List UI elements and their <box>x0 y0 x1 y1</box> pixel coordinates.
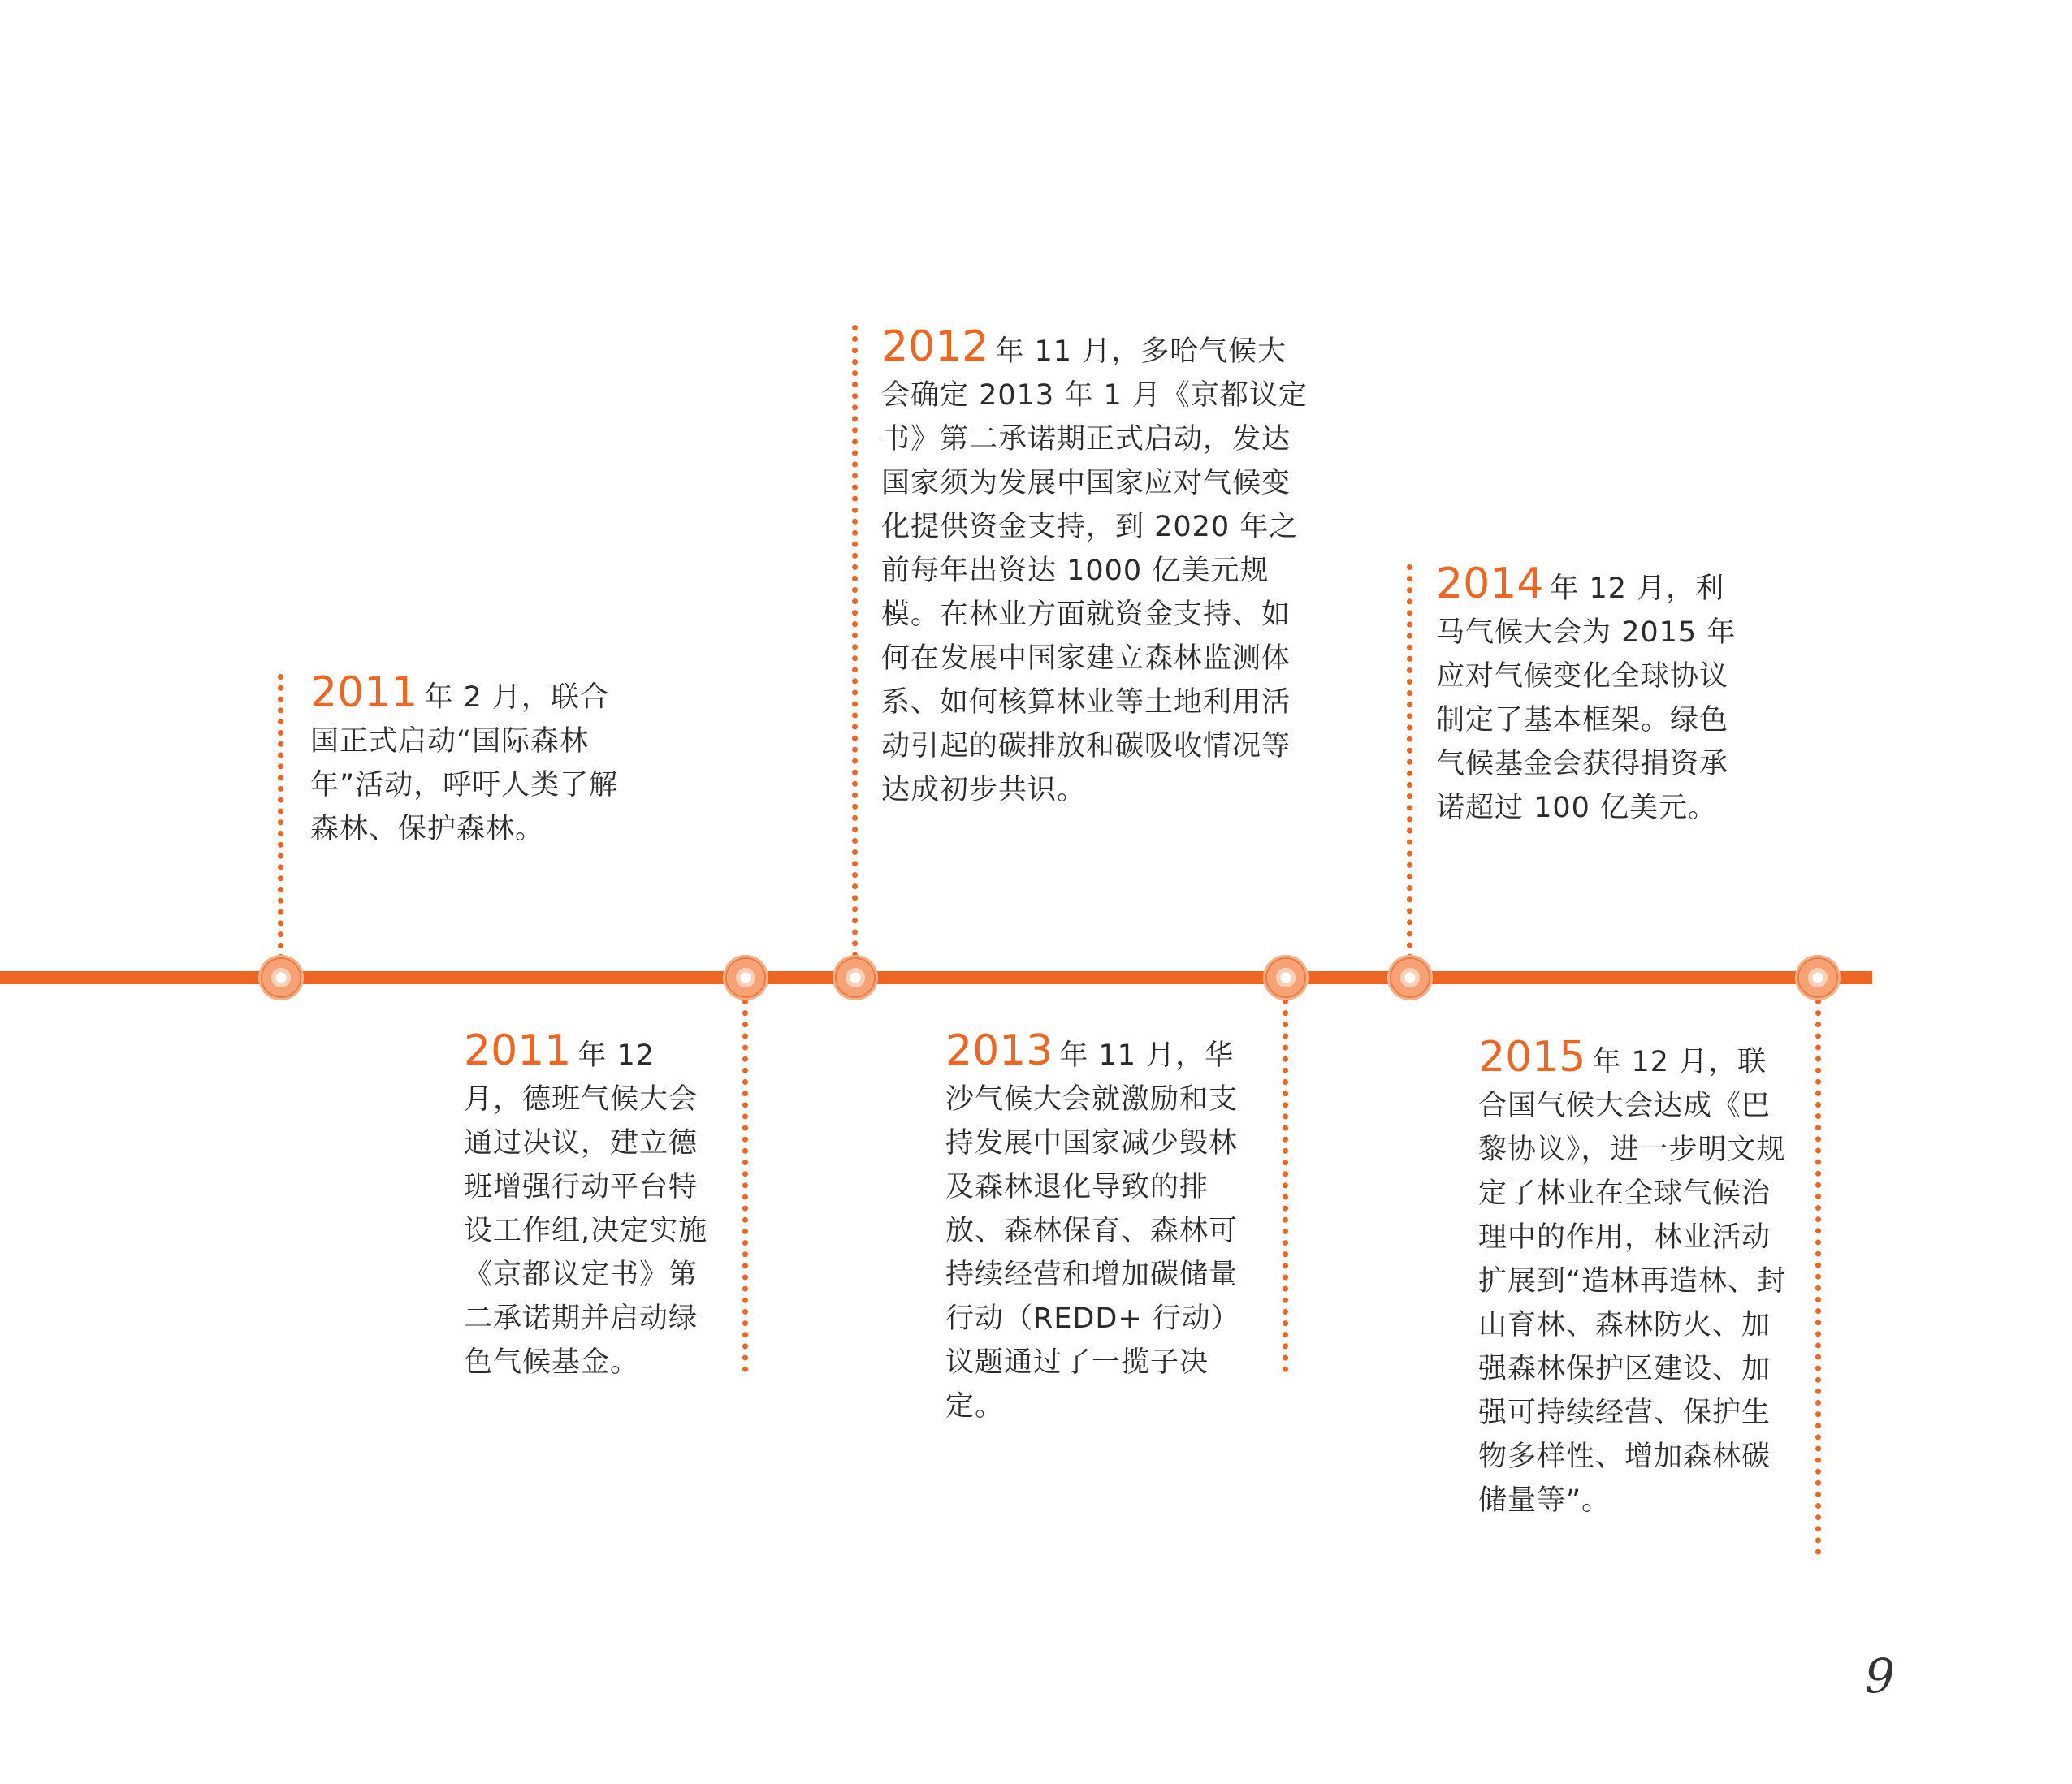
connector-2015 <box>1815 999 1821 1555</box>
timeline-node <box>1387 955 1433 1000</box>
event-2015 <box>1478 1035 1795 1523</box>
event-2012 <box>881 322 1312 812</box>
timeline-node <box>258 955 304 1000</box>
connector-2011-dec <box>742 999 748 1372</box>
event-text: 年 12 月，利马气候大会为 2015 年应对气候变化全球协议制定了基本框架。绿色气候基金会获得捐资承诺超过 100 亿美元。 <box>1436 572 1737 824</box>
event-year: 2012 <box>881 322 989 371</box>
connector-2013 <box>1283 999 1288 1372</box>
timeline-node <box>1263 955 1309 1000</box>
event-year: 2015 <box>1478 1033 1586 1082</box>
timeline-node <box>723 955 768 1000</box>
event-text: 年 12 月，德班气候大会通过决议，建立德班增强行动平台特设工作组,决定实施《京都议定书》第二承诺期并启动绿色气候基金。 <box>464 1039 708 1379</box>
page-number: 9 <box>1865 1648 1895 1704</box>
event-year: 2011 <box>310 668 418 717</box>
connector-2011-feb <box>278 674 283 960</box>
event-year: 2014 <box>1436 559 1544 608</box>
event-text: 年 11 月，华沙气候大会就激励和支持发展中国家减少毁林及森林退化导致的排放、森林保育、森林可持续经营和增加碳储量行动（REDD+ 行动）议题通过了一揽子决定。 <box>945 1039 1240 1423</box>
event-2013 <box>945 1026 1262 1428</box>
event-2011-feb <box>310 668 627 851</box>
event-2011-dec <box>464 1026 716 1384</box>
timeline-node <box>833 955 878 1000</box>
connector-2014 <box>1407 564 1412 960</box>
event-year: 2013 <box>945 1026 1053 1075</box>
event-text: 年 12 月，联合国气候大会达成《巴黎协议》，进一步明文规定了林业在全球气候治理中的作用，林业活动扩展到“造林再造林、封山育林、森林防火、加强森林保护区建设、加强可持续经营、保护生物多样性、增加森林碳储量等”。 <box>1478 1046 1787 1517</box>
event-text: 年 2 月，联合国正式启动“国际森林年”活动，呼吁人类了解森林、保护森林。 <box>310 681 619 845</box>
timeline-node <box>1795 955 1841 1000</box>
event-text: 年 11 月，多哈气候大会确定 2013 年 1 月《京都议定书》第二承诺期正式启动，发达国家须为发展中国家应对气候变化提供资金支持，到 2020 年之前每年出资达 1000 亿美元规模。在林业方面就资金支持、如何在发展中国家建立森林监测体系、如何核算林业等土地利用活动引起的碳排放和碳吸收情况等达成初步共识。 <box>881 335 1308 806</box>
connector-2012 <box>852 325 858 958</box>
event-2014 <box>1436 559 1753 830</box>
event-year: 2011 <box>464 1026 572 1075</box>
